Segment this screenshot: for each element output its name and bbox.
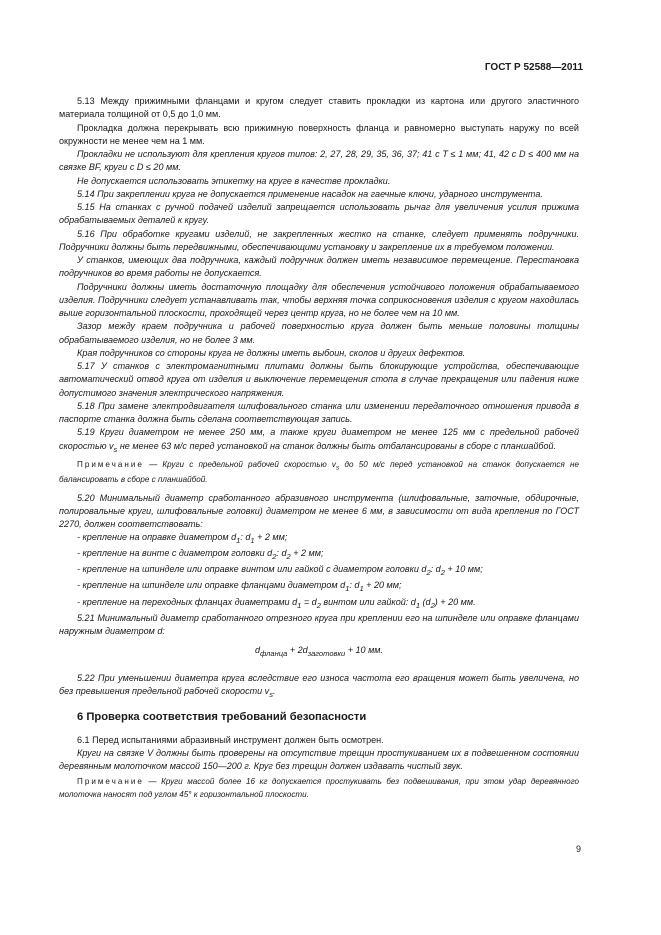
paragraph-5-19: 5.19 Круги диаметром не менее 250 мм, а также круги диаметром не менее 125 мм с предельной рабочей скоростью $v_s$ не менее 63 м/с перед установкой на станок должны быть отбалансированы в сборе с планшайбой. [59, 427, 579, 454]
list-item: - крепление на шпинделе или оправке фланцами диаметром $d_1$: $d_1 + 20$ мм; [77, 580, 402, 594]
paragraph-5-21: 5.21 Минимальный диаметр сработанного отрезного круга при креплении его на шпинделе или оправке фланцами наружным диаметром d: [59, 612, 579, 636]
paragraph-6-1: 6.1 Перед испытаниями абразивный инструмент должен быть осмотрен. [77, 734, 384, 745]
list-item: - крепление на винте с диаметром головки $d_2$: $d_2 + 2$ мм; [77, 548, 324, 562]
paragraph-5-13: 5.13 Между прижимными фланцами и кругом следует ставить прокладки из картона или другого эластичного материала толщиной от 0,5 до 1,0 мм. [59, 96, 579, 120]
paragraph: Подручники должны иметь достаточную площадку для обеспечения устойчивого положения обрабатываемого изделия. Подручники следует устанавливать так, чтобы верхняя точка соприкосновения изделия с кругом находилась выше горизонтальной плоскости, проходящей через центр круга, но не более чем на 10 мм. [59, 281, 579, 318]
list-item: - крепление на переходных фланцах диаметрами $d_1 = d_2$ винтом или гайкой: $d_1$ $(d_2) + 20$ мм. [77, 596, 476, 610]
paragraph-5-15: 5.15 На станках с ручной подачей изделий запрещается использовать рычаг для увеличения усилия прижима обрабатываемых деталей к кругу. [59, 202, 579, 226]
section-title: 6 Проверка соответствия требований безопасности [77, 711, 367, 724]
paragraph: У станков, имеющих два подручника, каждый подручник должен иметь независимое перемещение. Перестановка подручников во время работы не допускается. [59, 255, 579, 279]
paragraph: Прокладки не используют для крепления кругов типов: 2, 27, 28, 29, 35, 36, 37; 41 с T ≤ 1 мм; 41, 42 с D ≤ 400 мм на связке BF, круги с D ≤ 20 мм. [59, 149, 579, 173]
document-body [59, 95, 579, 806]
paragraph: Круги на связке V должны быть проверены на отсутствие трещин простукиванием их в подвешенном состоянии деревянным молоточком массой 150—200 г. Круг без трещин должен издавать чистый звук. [59, 747, 579, 772]
page-number: 9 [575, 844, 581, 854]
paragraph-5-18: 5.18 При замене электродвигателя шлифовального станка или изменении передаточного отношения привода в паспорте станка должна быть сделана соответствующая запись. [59, 400, 579, 424]
paragraph: Прокладка должна перекрывать всю прижимную поверхность фланца и равномерно выступать наружу по всей окружности не менее чем на 1 мм. [59, 122, 579, 146]
formula: $d_{фланца} + 2d_{заготовки} + 10$ мм. [254, 645, 383, 658]
note-2: Примечание — Круги массой более 16 кг допускается простукивать без подвешивания, при этом удар деревянного молоточка наносят под углом 45° к горизонтальной плоскости. [59, 777, 579, 799]
list-item: - крепление на шпинделе или оправке винтом или гайкой с диаметром головки $d_2$: $d_2 + 10$ мм; [77, 564, 483, 578]
paragraph-5-20: 5.20 Минимальный диаметр сработанного абразивного инструмента (шлифовальные, заточные, обдирочные, полировальные круги, шлифовальные головки) диаметром не менее 6 мм, в зависимости от вида крепления по ГОСТ 2270, должен соответствовать: [59, 492, 579, 530]
paragraph-5-14: 5.14 При закреплении круга не допускается применение насадок на гаечные ключи, ударного инструмента. [77, 188, 543, 199]
list-item: - крепление на оправке диаметром $d_1$: $d_1 + 2$ мм; [77, 532, 288, 546]
note-1: Примечание — Круги с предельной рабочей скоростью $v_s$ до 50 м/с перед установкой на станок допускается не балансировать в сборе с планшайбой. [59, 459, 579, 485]
paragraph-5-16: 5.16 При обработке кругами изделий, не закрепленных жестко на станке, следует применять подручники. Подручники должны быть передвижными, обеспечивающими установку и закрепление их в требуемом положении. [59, 228, 579, 252]
document-header: ГОСТ Р 52588—2011 [484, 62, 583, 73]
paragraph-5-17: 5.17 У станков с электромагнитными плитами должны быть блокирующие устройства, обеспечивающие автоматический отвод круга от изделия и выключение перемещения стопа в случае прекращения или падения ниже допустимого значения электрического напряжения. [59, 361, 579, 398]
paragraph: Зазор между краем подручника и рабочей поверхностью круга должен быть меньше половины толщины обрабатываемого изделия, но не более 3 мм. [59, 321, 579, 345]
paragraph: Не допускается использовать этикетку на круге в качестве прокладки. [77, 175, 391, 186]
paragraph-5-22: 5.22 При уменьшении диаметра круга вследствие его износа частота его вращения может быть увеличена, но без превышения предельной рабочей скорости $v_s$. [59, 673, 579, 700]
paragraph: Края подручников со стороны круга не должны иметь выбоин, сколов и других дефектов. [77, 347, 466, 358]
